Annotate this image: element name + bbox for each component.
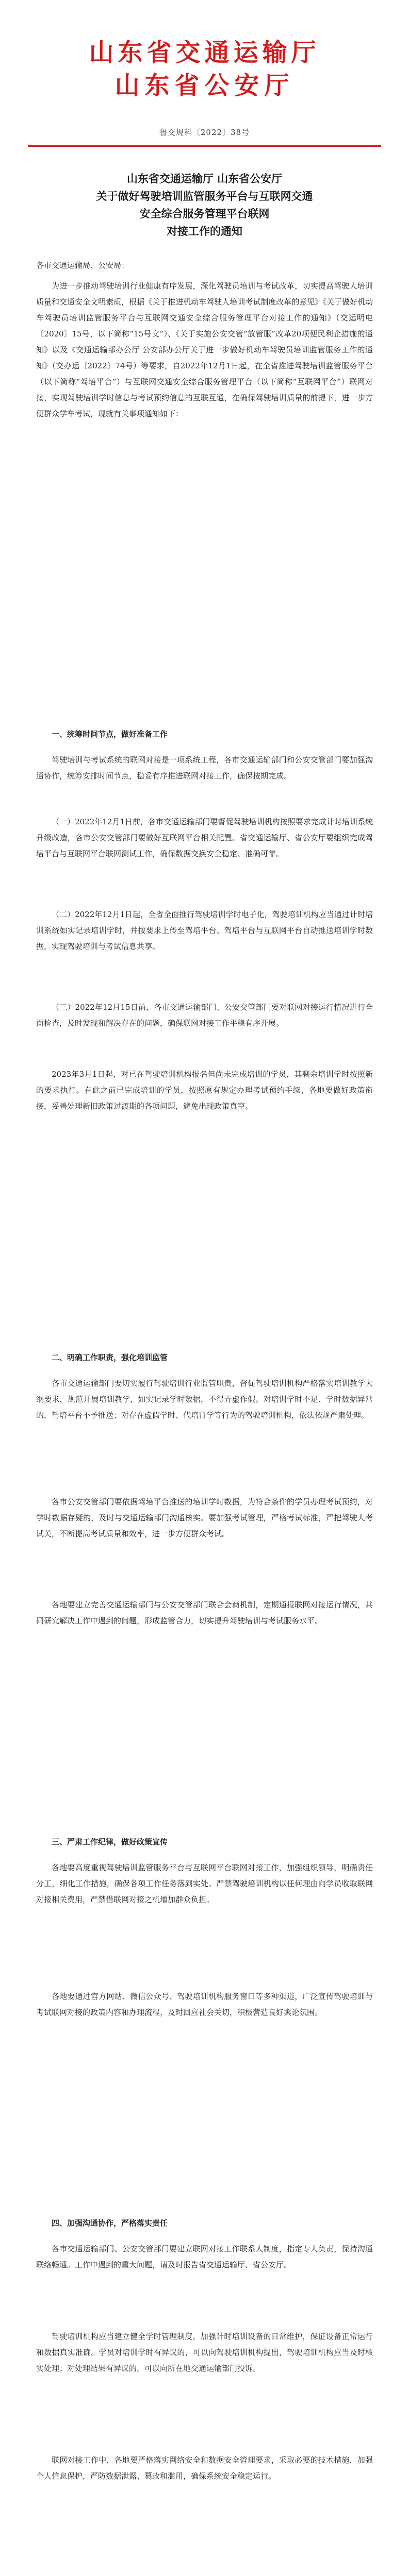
body-paragraph: 各地要建立完善交通运输部门与公安交管部门联合会商机制，定期通报联网对接运行情况，共同研究解决工作中遇到的问题，形成监管合力，切实提升驾驶培训与考试服务水平。 (36, 1600, 373, 1625)
body-paragraph: （三）2022年12月15日前，各市交通运输部门、公安交管部门要对联网对接运行情况进行全面检查，及时发现和解决存在的问题，确保联网对接工作平稳有序开展。 (36, 1003, 373, 1028)
section-heading-3: 三、严肃工作纪律，做好政策宣传 (52, 1837, 168, 1846)
body-paragraph: 联网对接工作中，各地要严格落实网络安全和数据安全管理要求，采取必要的技术措施，加强个人信息保护，严防数据泄露、篡改和滥用，确保系统安全稳定运行。 (36, 2455, 373, 2481)
body-paragraph: 2023年3月1日起，对已在驾驶培训机构报名但尚未完成培训的学员，其剩余培训学时按照新的要求执行。在此之前已完成培训的学员，按照原有规定办理考试预约手续，各地要做好政策衔接，妥善处理新旧政策过渡期的各项问题，避免出现政策真空。 (36, 1070, 373, 1111)
title-line-4: 对接工作的通知 (167, 225, 242, 238)
body-paragraph: 驾驶培训机构应当建立健全学时管理制度，加强计时培训设备的日常维护，保证设备正常运行和数据真实准确。学员对培训学时有异议的，可以向驾驶培训机构提出，驾驶培训机构应当及时核实处理；对处理结果有异议的，可以向所在地交通运输部门投诉。 (36, 2332, 373, 2373)
title-line-1: 山东省交通运输厅 山东省公安厅 (126, 172, 283, 185)
letterhead-line-2: 山东省公安厅 (114, 71, 295, 100)
body-paragraph: 各市交通运输部门要切实履行驾驶培训行业监管职责，督促驾驶培训机构严格落实培训教学大纲要求，规范开展培训教学，如实记录学时数据，不得弄虚作假。对培训学时不足、学时数据异常的，驾培平台不予推送；对存在虚假学时、代培冒学等行为的驾驶培训机构，依法依规严肃处理。 (36, 1379, 373, 1420)
title-line-3: 安全综合服务管理平台联网 (139, 207, 270, 220)
letterhead-red-rule (28, 145, 381, 147)
document-number: 鲁交规科〔2022〕38号 (159, 128, 250, 137)
title-line-2: 关于做好驾驶培训监管服务平台与互联网交通 (96, 190, 313, 202)
body-paragraph: 驾驶培训与考试系统的联网对接是一项系统工程，各市交通运输部门和公安交管部门要加强沟通协作，统筹安排时间节点，稳妥有序推进联网对接工作，确保按期完成。 (36, 755, 373, 781)
section-heading-1: 一、统筹时间节点，做好准备工作 (52, 730, 168, 739)
body-paragraph: 各地要高度重视驾驶培训监管服务平台与互联网平台联网对接工作，加强组织领导，明确责任分工，细化工作措施，确保各项工作任务落到实处。严禁驾驶培训机构以任何理由向学员收取联网对接相关费用，严禁借联网对接之机增加群众负担。 (36, 1863, 373, 1904)
body-paragraph: （一）2022年12月1日前，各市交通运输部门要督促驾驶培训机构按照要求完成计时培训系统升级改造，各市公安交管部门要做好互联网平台相关配置。省交通运输厅、省公安厅要组织完成驾培平台与互联网平台联网测试工作，确保数据交换安全稳定、准确可靠。 (36, 817, 373, 858)
body-paragraph: 各市公安交管部门要依据驾培平台推送的培训学时数据，为符合条件的学员办理考试预约，对学时数据存疑的，及时与交通运输部门沟通核实。要加强考试管理，严格考试标准，严把驾驶人考试关，不断提高考试质量和效率，进一步方便群众考试。 (36, 1497, 373, 1538)
section-heading-4: 四、加强沟通协作，严格落实责任 (52, 2218, 168, 2228)
body-paragraph: （二）2022年12月1日起，全省全面推行驾驶培训学时电子化，驾驶培训机构应当通过计时培训系统如实记录培训学时，并按要求上传至驾培平台。驾培平台与互联网平台自动推送培训学时数据，实现驾驶培训与考试信息共享。 (36, 910, 373, 951)
section-heading-2: 二、明确工作职责，强化培训监管 (52, 1353, 168, 1362)
letterhead-line-1: 山东省交通运输厅 (89, 38, 320, 67)
salutation: 各市交通运输局、公安局： (36, 261, 129, 270)
body-paragraph: 各地要通过官方网站、微信公众号、驾驶培训机构服务窗口等多种渠道，广泛宣传驾驶培训与考试联网对接的政策内容和办理流程，及时回应社会关切，积极营造良好舆论氛围。 (36, 1992, 373, 2017)
body-paragraph: 各市交通运输部门、公安交管部门要建立联网对接工作联系人制度，指定专人负责，保持沟通联络畅通。工作中遇到的重大问题，请及时报告省交通运输厅、省公安厅。 (36, 2244, 373, 2269)
body-paragraph: 为进一步推动驾驶培训行业健康有序发展，深化驾驶员培训与考试改革，切实提高驾驶人培训质量和交通安全文明素质，根据《关于推进机动车驾驶人培训考试制度改革的意见》《关于做好机动车驾驶员培训监管服务平台与互联网交通安全综合服务管理平台对接工作的通知》（交运明电〔2020〕15号，以下简称“15号文”）、《关于实施公安交管“放管服”改革20项便民利企措施的通知》以及《交通运输部办公厅 公安部办公厅关于进一步做好机动车驾驶员培训监管服务工作的通知》（交办运〔2022〕74号）等要求，自2022年12月1日起，在全省推进驾驶培训监管服务平台（以下简称“驾培平台”）与互联网交通安全综合服务管理平台（以下简称“互联网平台”）联网对接，实现驾驶培训学时信息与考试预约信息的互联互通，在确保驾驶培训质量的前提下，进一步方便群众学车考试，现就有关事项通知如下： (36, 281, 373, 418)
